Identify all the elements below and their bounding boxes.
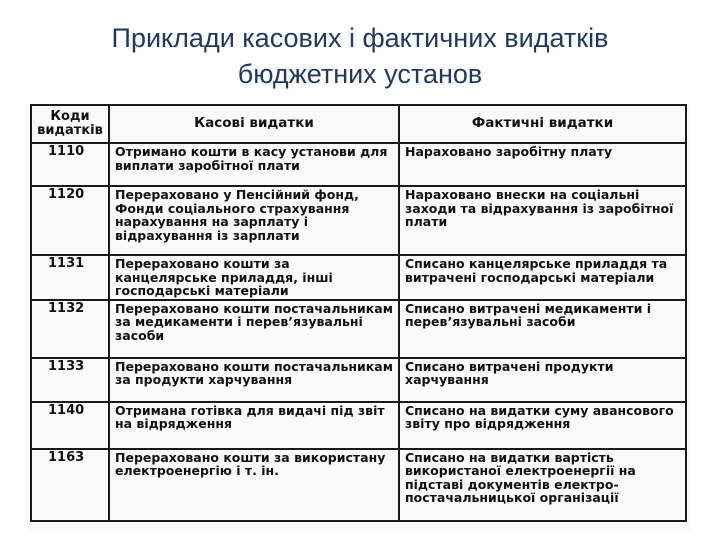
- scanned-table-image: [30, 104, 690, 532]
- table-row: [31, 358, 686, 402]
- row-code: 1131: [31, 255, 109, 300]
- row-code: 1163: [31, 449, 109, 521]
- row-actual-expense: Списано на видатки вартість використаної електроенергії на підставі документів електро-постачальницької організації: [399, 449, 686, 521]
- row-code: 1120: [31, 186, 109, 255]
- header-codes: [31, 105, 109, 143]
- row-cash-expense: Перераховано кошти постачальникам за медикаменти і перев’язувальні засоби: [109, 300, 399, 358]
- slide-title-line-1: Приклади касових і фактичних видатків: [111, 23, 609, 53]
- table-row: [31, 402, 686, 449]
- row-cash-expense: Отримана готівка для видачі під звіт на відрядження: [109, 402, 399, 449]
- header-codes-line-2: видатків: [37, 123, 103, 138]
- header-codes-line-1: Коди: [50, 109, 90, 124]
- header-cash-expenses: Касові видатки: [109, 105, 399, 143]
- row-cash-expense: Перераховано у Пенсійний фонд, Фонди соціального страхування нарахування на зарплату і відрахування із зарплати: [109, 186, 399, 255]
- row-cash-expense: Отримано кошти в касу установи для виплати заробітної плати: [109, 143, 399, 186]
- row-cash-expense: Перераховано кошти постачальникам за продукти харчування: [109, 358, 399, 402]
- row-code: 1140: [31, 402, 109, 449]
- row-actual-expense: Списано на видатки суму авансового звіту про відрядження: [399, 402, 686, 449]
- row-actual-expense: Списано витрачені продукти харчування: [399, 358, 686, 402]
- table-row: [31, 449, 686, 521]
- row-cash-expense: Перераховано кошти за використану електроенергію і т. ін.: [109, 449, 399, 521]
- header-actual-expenses: Фактичні видатки: [399, 105, 686, 143]
- slide-title-line-2: бюджетних установ: [237, 59, 483, 89]
- table-header-row: [31, 105, 686, 143]
- table-row: [31, 143, 686, 186]
- row-cash-expense: Перераховано кошти за канцелярське приладдя, інші господарські матеріали: [109, 255, 399, 300]
- table-row: [31, 300, 686, 358]
- row-actual-expense: Нараховано заробітну плату: [399, 143, 686, 186]
- row-actual-expense: Списано канцелярське приладдя та витрачені господарські матеріали: [399, 255, 686, 300]
- table-row: [31, 186, 686, 255]
- row-actual-expense: Списано витрачені медикаменти і перев’язувальні засоби: [399, 300, 686, 358]
- row-code: 1110: [31, 143, 109, 186]
- row-actual-expense: Нараховано внески на соціальні заходи та відрахування із заробітної плати: [399, 186, 686, 255]
- slide-title: [0, 20, 720, 92]
- expenses-table: [30, 104, 687, 522]
- row-code: 1133: [31, 358, 109, 402]
- row-code: 1132: [31, 300, 109, 358]
- table-row: [31, 255, 686, 300]
